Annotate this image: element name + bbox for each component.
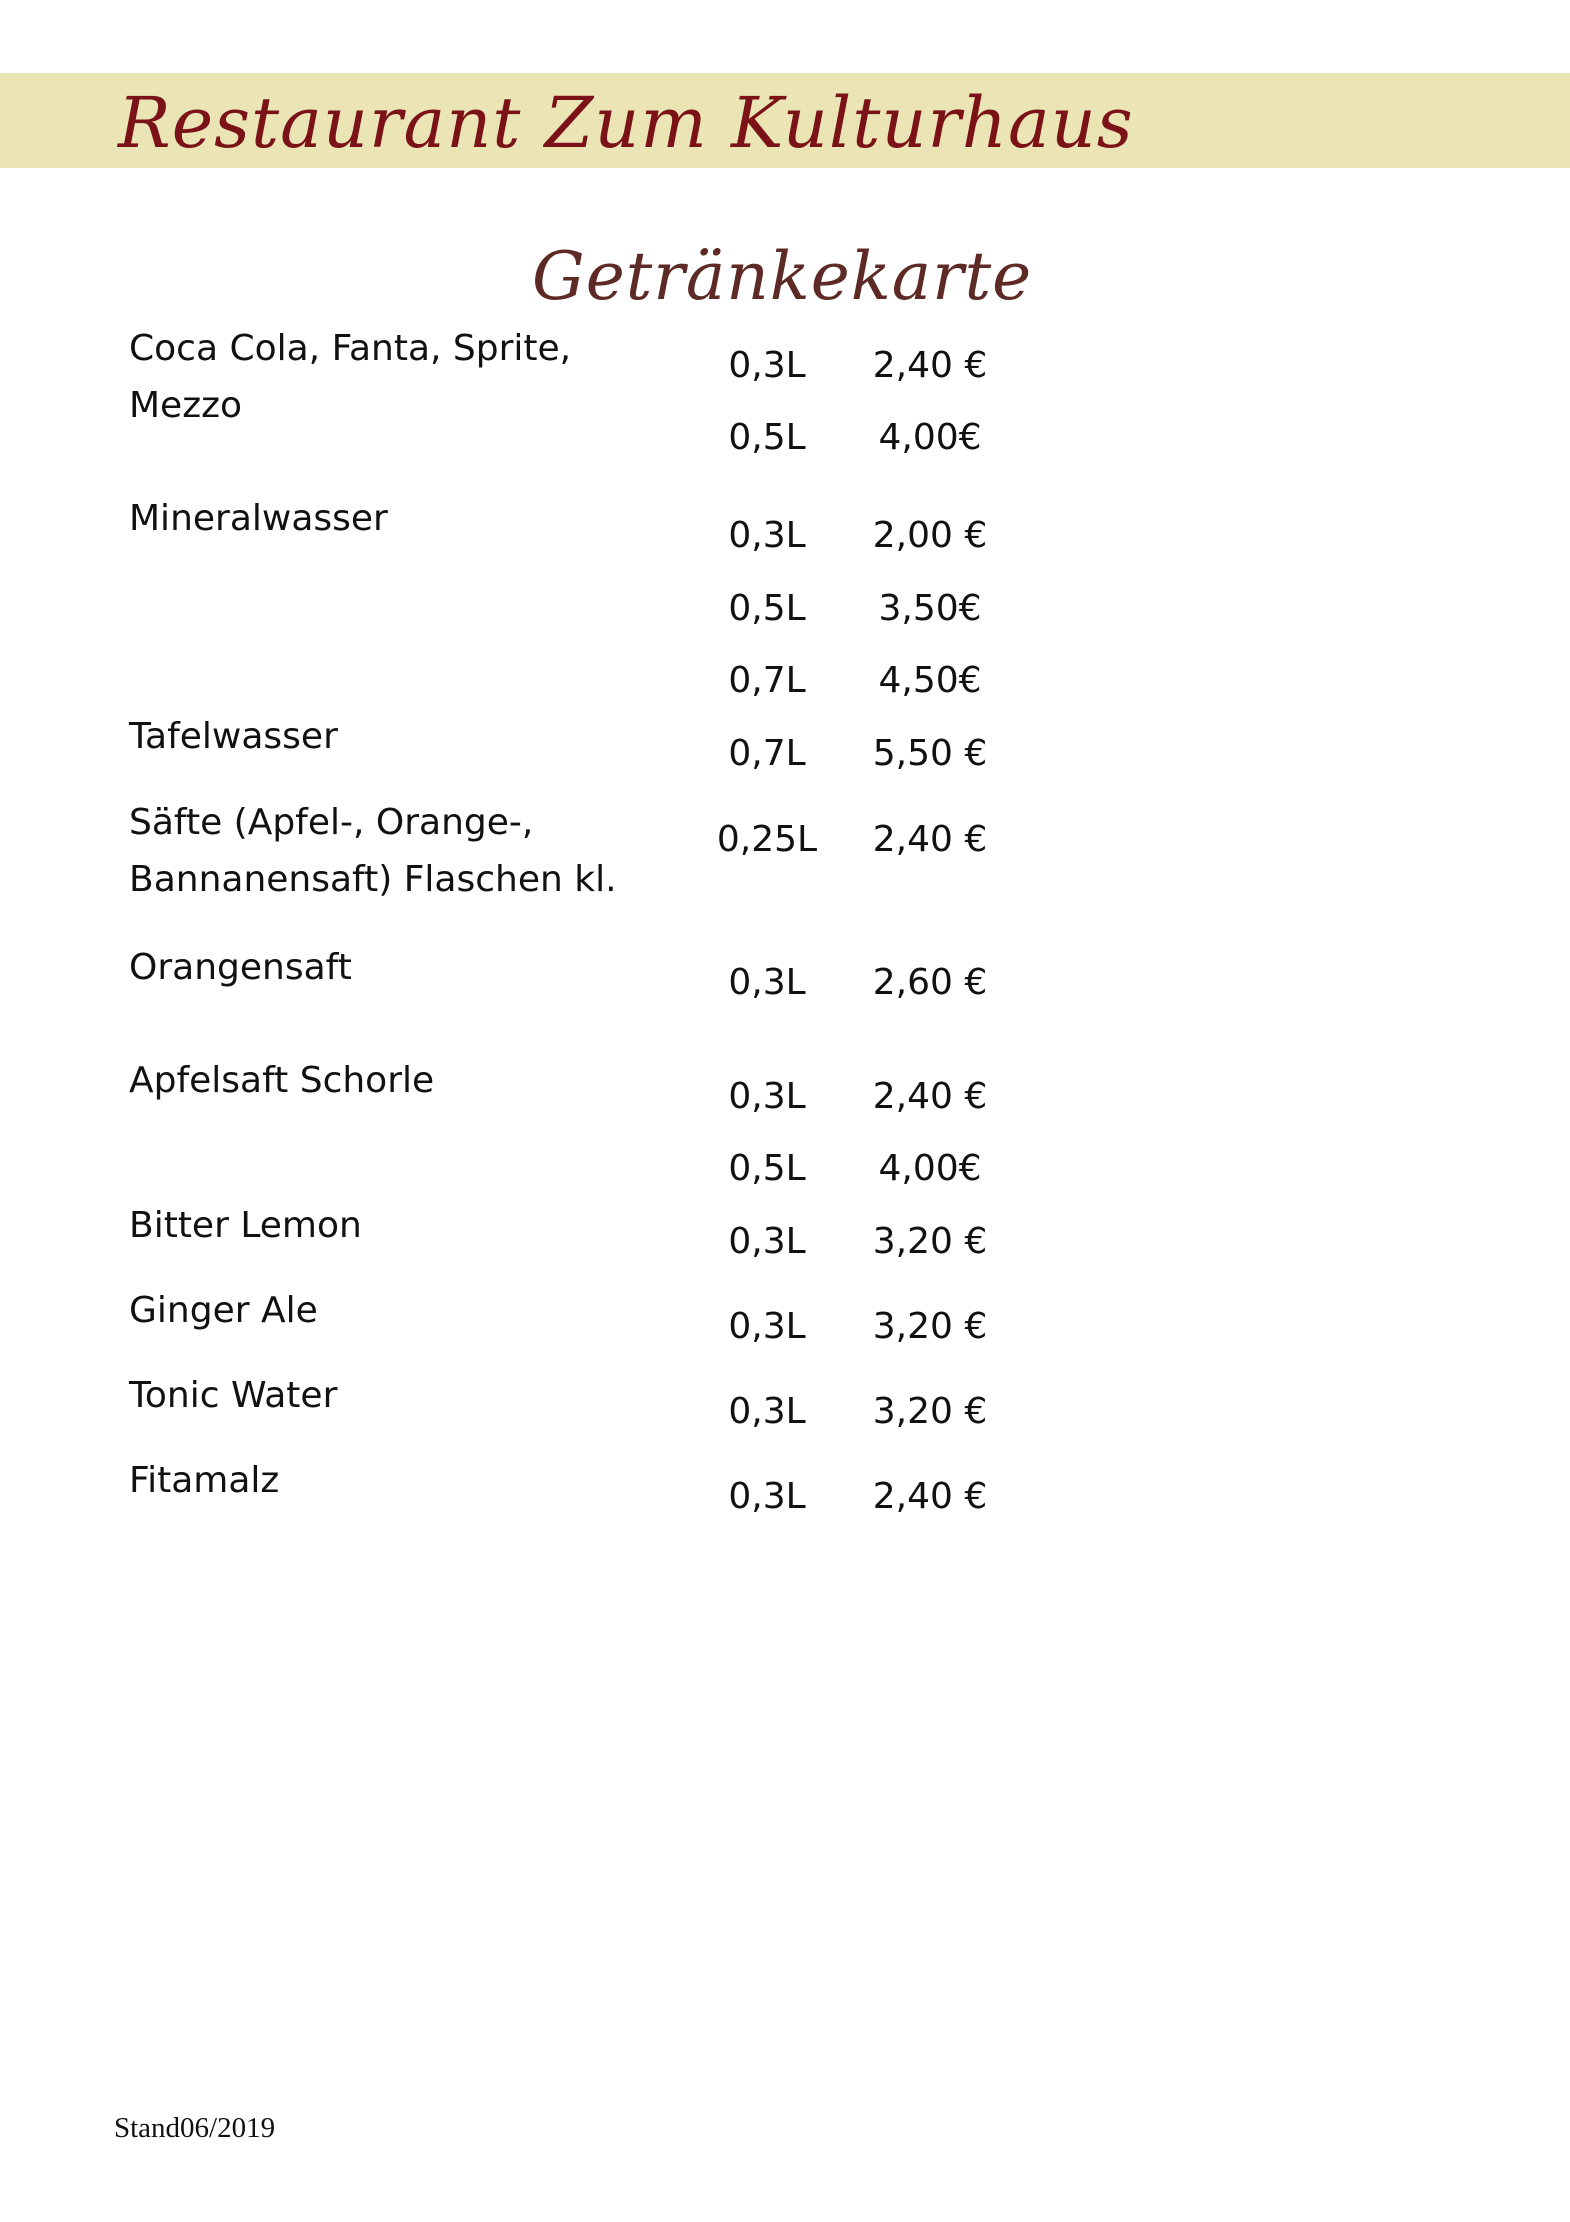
item-volume: 0,3L	[728, 345, 806, 386]
item-volume: 0,3L	[728, 962, 806, 1003]
item-price: 2,40 €	[872, 1476, 988, 1517]
footer-date-stamp: Stand06/2019	[114, 2112, 276, 2144]
item-volume: 0,3L	[728, 1221, 806, 1262]
item-price: 3,20 €	[872, 1391, 988, 1432]
item-volume: 0,5L	[728, 588, 806, 629]
item-volume: 0,25L	[716, 819, 818, 860]
item-volume: 0,3L	[728, 1391, 806, 1432]
item-name-saefte-line2: Bannanensaft) Flaschen kl.	[129, 859, 617, 900]
item-name-softdrinks: Coca Cola, Fanta, Sprite,	[129, 328, 572, 369]
item-name-tafelwasser: Tafelwasser	[129, 716, 338, 757]
item-price: 3,50€	[878, 588, 982, 629]
item-price: 2,60 €	[872, 962, 988, 1003]
item-volume: 0,5L	[728, 1148, 806, 1189]
item-price: 4,00€	[878, 417, 982, 458]
item-volume: 0,3L	[728, 515, 806, 556]
item-price: 2,40 €	[872, 819, 988, 860]
item-name-apfelsaft-schorle: Apfelsaft Schorle	[129, 1060, 435, 1101]
item-name-bitter-lemon: Bitter Lemon	[129, 1205, 362, 1246]
item-name-orangensaft: Orangensaft	[129, 947, 352, 988]
item-name-fitamalz: Fitamalz	[129, 1460, 280, 1501]
item-name-saefte: Säfte (Apfel-, Orange-,	[129, 802, 534, 843]
item-name-ginger-ale: Ginger Ale	[129, 1290, 318, 1331]
item-price: 5,50 €	[872, 733, 988, 774]
item-price: 3,20 €	[872, 1221, 988, 1262]
item-price: 2,40 €	[872, 345, 988, 386]
item-price: 2,40 €	[872, 1076, 988, 1117]
restaurant-name: Restaurant Zum Kulturhaus	[118, 82, 1134, 164]
item-price: 2,00 €	[872, 515, 988, 556]
item-volume: 0,7L	[728, 733, 806, 774]
item-volume: 0,5L	[728, 417, 806, 458]
item-volume: 0,3L	[728, 1476, 806, 1517]
item-volume: 0,7L	[728, 660, 806, 701]
item-price: 4,00€	[878, 1148, 982, 1189]
item-name-tonic-water: Tonic Water	[129, 1375, 338, 1416]
item-name-softdrinks-line2: Mezzo	[129, 385, 243, 426]
item-volume: 0,3L	[728, 1076, 806, 1117]
menu-title: Getränkekarte	[532, 238, 1033, 315]
item-name-mineralwasser: Mineralwasser	[129, 498, 388, 539]
item-price: 4,50€	[878, 660, 982, 701]
item-volume: 0,3L	[728, 1306, 806, 1347]
item-price: 3,20 €	[872, 1306, 988, 1347]
